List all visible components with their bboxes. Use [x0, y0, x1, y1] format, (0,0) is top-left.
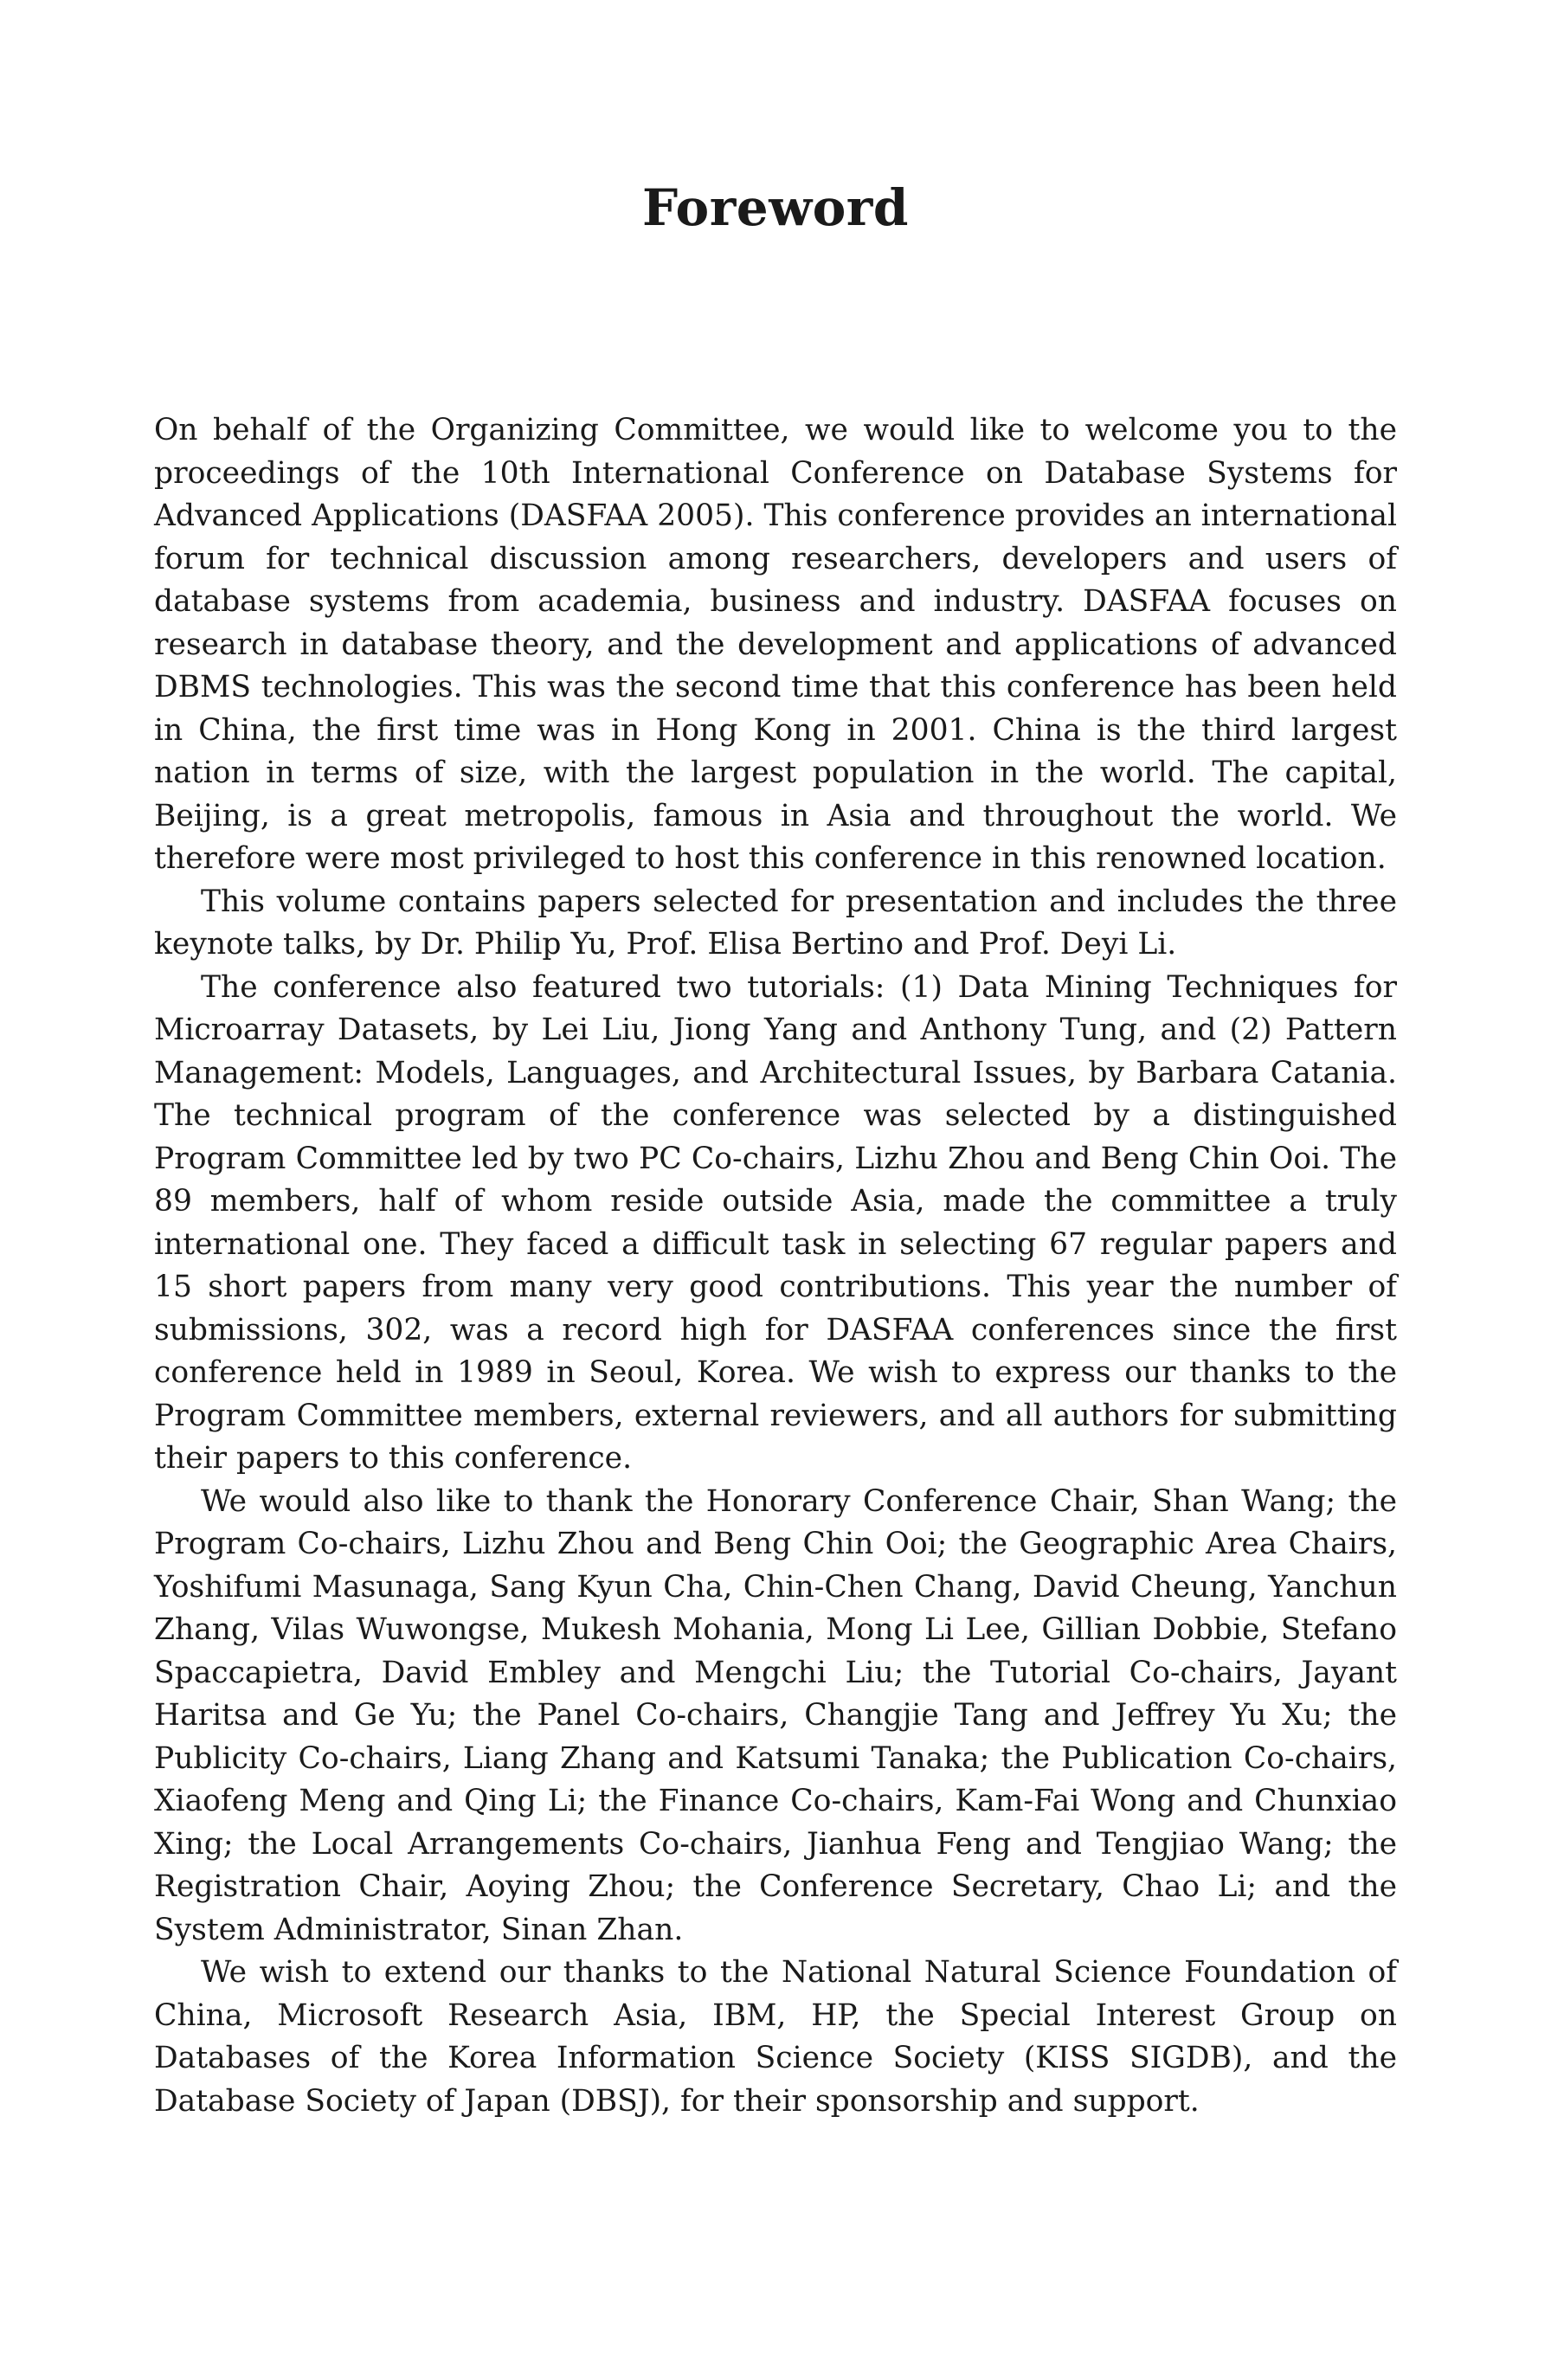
paragraph-sponsors: We wish to extend our thanks to the National Natural Science Foundation of China, Microsoft Research Asia, IBM, HP, the Special Interest Group on Databases of the Korea Information Science Society (KISS SIGDB), and the Database Society of Japan (DBSJ), for their sponsorship and support.	[154, 1955, 1397, 2119]
paragraph-keynotes: This volume contains papers selected for presentation and includes the three keynote talks, by Dr. Philip Yu, Prof. Elisa Bertino and Prof. Deyi Li.	[154, 884, 1397, 962]
paragraph-acknowledgements: We would also like to thank the Honorary Conference Chair, Shan Wang; the Program Co-chairs, Lizhu Zhou and Beng Chin Ooi; the Geographic Area Chairs, Yoshifumi Masunaga, Sang Kyun Cha, Chin-Chen Chang, David Cheung, Yanchun Zhang, Vilas Wuwongse, Mukesh Mohania, Mong Li Lee, Gillian Dobbie, Stefano Spaccapietra, David Embley and Mengchi Liu; the Tutorial Co-chairs, Jayant Haritsa and Ge Yu; the Panel Co-chairs, Changjie Tang and Jeffrey Yu Xu; the Publicity Co-chairs, Liang Zhang and Katsumi Tanaka; the Publication Co-chairs, Xiaofeng Meng and Qing Li; the Finance Co-chairs, Kam-Fai Wong and Chunxiao Xing; the Local Arrangements Co-chairs, Jianhua Feng and Tengjiao Wang; the Registration Chair, Aoying Zhou; the Conference Secretary, Chao Li; and the System Administrator, Sinan Zhan.	[154, 1483, 1397, 1947]
foreword-body	[154, 409, 1397, 2123]
paragraph-tutorials-program: The conference also featured two tutorials: (1) Data Mining Techniques for Microarray Datasets, by Lei Liu, Jiong Yang and Anthony Tung, and (2) Pattern Management: Models, Languages, and Architectural Issues, by Barbara Catania. The technical program of the conference was selected by a distinguished Program Committee led by two PC Co-chairs, Lizhu Zhou and Beng Chin Ooi. The 89 members, half of whom reside outside Asia, made the committee a truly international one. They faced a difficult task in selecting 67 regular papers and 15 short papers from many very good contributions. This year the number of submissions, 302, was a record high for DASFAA conferences since the first conference held in 1989 in Seoul, Korea. We wish to express our thanks to the Program Committee members, external reviewers, and all authors for submitting their papers to this conference.	[154, 969, 1397, 1476]
page-title: Foreword	[642, 178, 909, 237]
paragraph-welcome: On behalf of the Organizing Committee, we would like to welcome you to the proceedings of the 10th International Conference on Database Systems for Advanced Applications (DASFAA 2005). This conference provides an international forum for technical discussion among researchers, developers and users of database systems from academia, business and industry. DASFAA focuses on research in database theory, and the development and applications of advanced DBMS technologies. This was the second time that this conference has been held in China, the first time was in Hong Kong in 2001. China is the third largest nation in terms of size, with the largest population in the world. The capital, Beijing, is a great metropolis, famous in Asia and throughout the world. We therefore were most privileged to host this conference in this renowned location.	[154, 413, 1397, 876]
